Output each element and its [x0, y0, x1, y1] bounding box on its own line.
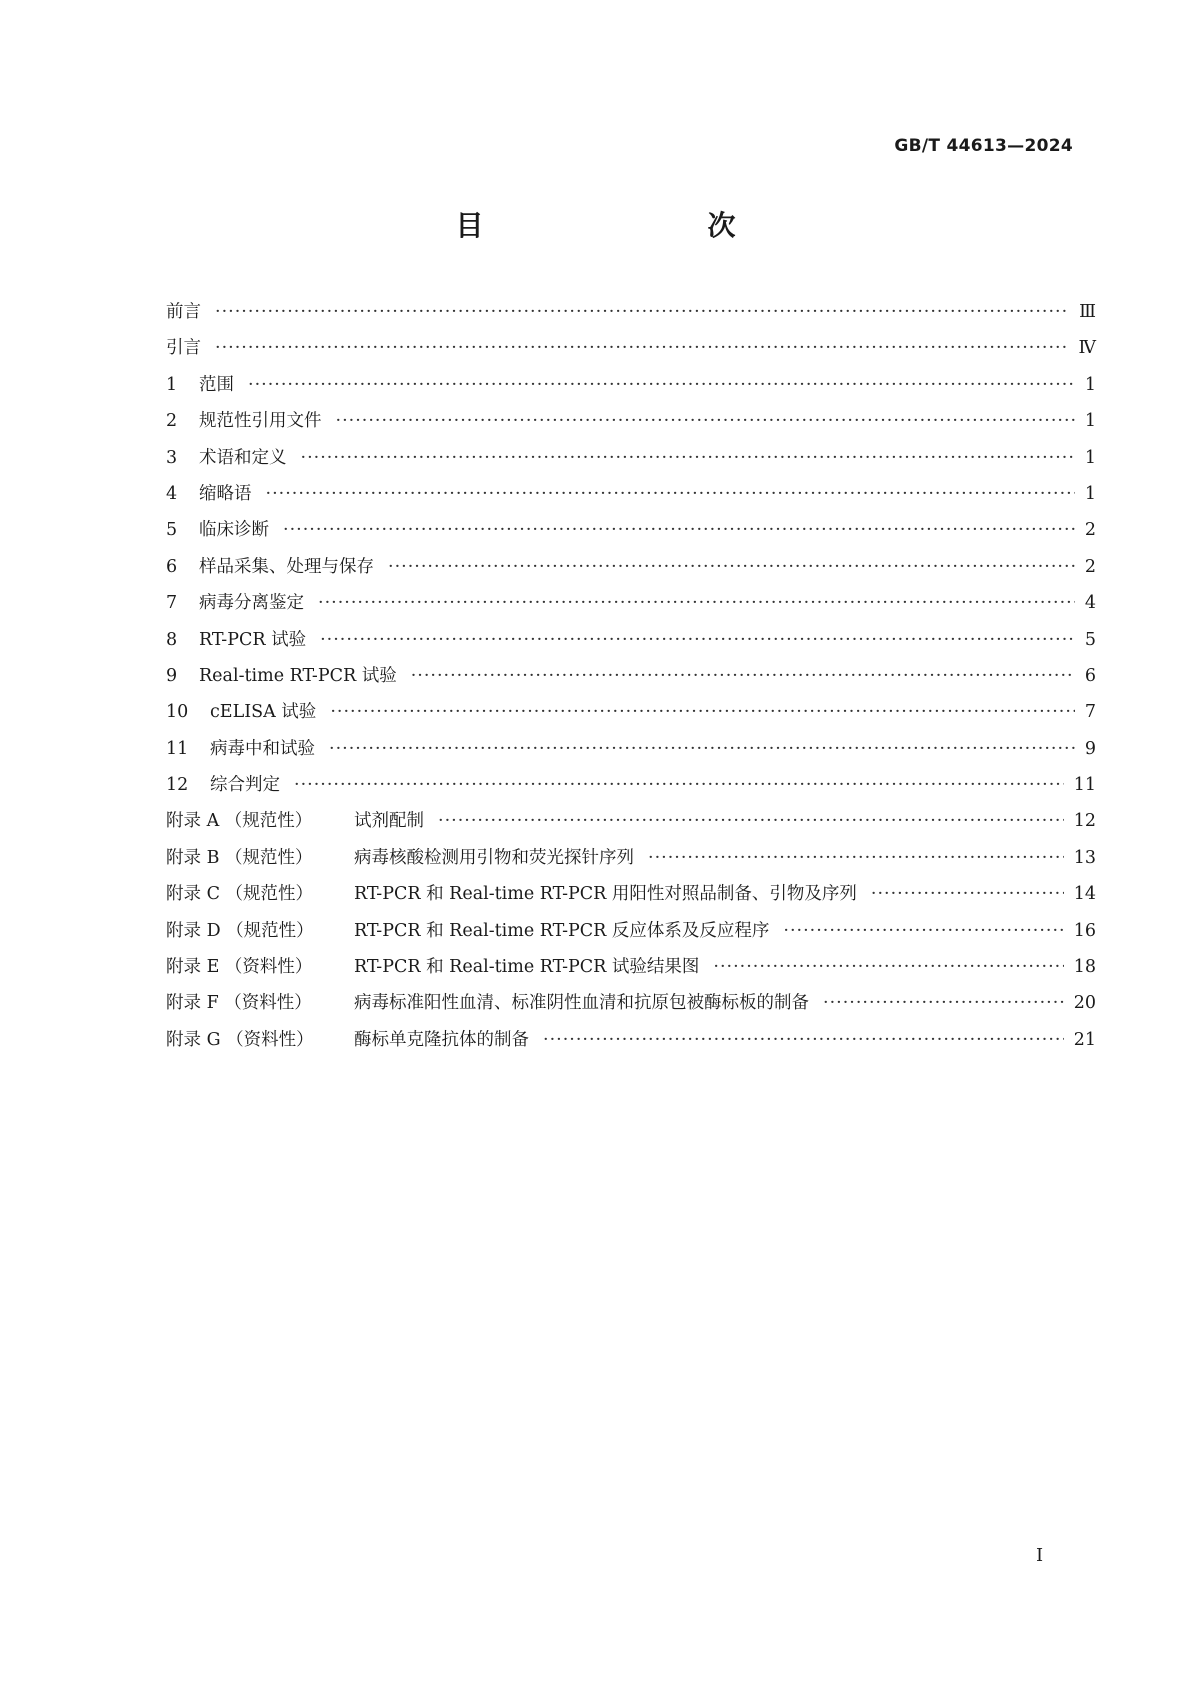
toc-entry-appendix-c[interactable] — [166, 880, 1096, 916]
toc-entry-8[interactable] — [166, 626, 1096, 662]
page-title: 目 次 — [455, 209, 792, 242]
toc-entry-page: 1 — [1084, 374, 1096, 395]
toc-entry-appendix-d[interactable] — [166, 917, 1096, 953]
toc-appendix-tag: 附录 G （资料性） — [166, 1029, 314, 1050]
table-of-contents — [166, 298, 1096, 1062]
toc-entry-appendix-b[interactable] — [166, 844, 1096, 880]
toc-entry-number: 10 — [166, 702, 189, 723]
toc-entry-number: 3 — [166, 447, 178, 468]
toc-entry-foreword[interactable] — [166, 298, 1096, 334]
toc-entry-label: 临床诊断 — [199, 520, 269, 541]
toc-entry-page: 2 — [1084, 556, 1096, 577]
toc-entry-label: 试剂配制 — [354, 811, 424, 832]
toc-appendix-tag: 附录 A （规范性） — [166, 811, 313, 832]
toc-entry-12[interactable] — [166, 771, 1096, 807]
toc-entry-number: 4 — [166, 483, 178, 504]
toc-entry-label: 酶标单克隆抗体的制备 — [354, 1029, 529, 1050]
dot-leader — [330, 702, 1075, 722]
toc-appendix-tag: 附录 E （资料性） — [166, 957, 313, 978]
toc-entry-10[interactable] — [166, 698, 1096, 734]
toc-appendix-tag: 附录 C （规范性） — [166, 884, 314, 905]
dot-leader — [320, 630, 1075, 650]
toc-appendix-tag: 附录 B （规范性） — [166, 847, 313, 868]
toc-entry-7[interactable] — [166, 589, 1096, 625]
dot-leader — [318, 593, 1075, 613]
toc-entry-11[interactable] — [166, 735, 1096, 771]
toc-entry-3[interactable] — [166, 444, 1096, 480]
dot-leader — [294, 775, 1064, 795]
toc-entry-label: 规范性引用文件 — [199, 411, 322, 432]
toc-appendix-tag: 附录 D （规范性） — [166, 920, 314, 941]
toc-entry-page: 1 — [1084, 483, 1096, 504]
toc-entry-label: 病毒核酸检测用引物和荧光探针序列 — [354, 847, 634, 868]
toc-entry-number: 9 — [166, 665, 178, 686]
standard-code: GB/T 44613—2024 — [894, 136, 1073, 156]
dot-leader — [248, 375, 1075, 395]
toc-entry-label: RT-PCR 试验 — [199, 629, 307, 650]
toc-entry-page: Ⅲ — [1079, 302, 1096, 322]
dot-leader — [411, 666, 1075, 686]
toc-entry-page: 1 — [1084, 411, 1096, 432]
toc-entry-label: 范围 — [199, 374, 234, 395]
toc-entry-label: RT-PCR 和 Real-time RT-PCR 用阳性对照品制备、引物及序列 — [354, 884, 857, 905]
toc-entry-page: 9 — [1084, 738, 1096, 759]
dot-leader — [823, 993, 1064, 1013]
dot-leader — [438, 811, 1064, 831]
toc-entry-1[interactable] — [166, 371, 1096, 407]
toc-entry-label: 病毒分离鉴定 — [199, 593, 304, 614]
dot-leader — [713, 957, 1063, 977]
page-number: I — [1036, 1545, 1044, 1566]
toc-entry-label: 综合判定 — [210, 775, 280, 796]
toc-entry-page: 18 — [1073, 957, 1096, 978]
toc-entry-page: 5 — [1084, 629, 1096, 650]
toc-entry-page: 12 — [1073, 811, 1096, 832]
toc-entry-label: 前言 — [166, 302, 201, 322]
toc-entry-introduction[interactable] — [166, 334, 1096, 370]
toc-entry-appendix-a[interactable] — [166, 807, 1096, 843]
toc-entry-number: 8 — [166, 629, 178, 650]
toc-entry-page: 4 — [1084, 593, 1096, 614]
toc-entry-page: 16 — [1073, 920, 1096, 941]
toc-entry-page: 20 — [1073, 993, 1096, 1014]
toc-entry-number: 6 — [166, 556, 178, 577]
dot-leader — [648, 848, 1064, 868]
toc-appendix-tag: 附录 F （资料性） — [166, 993, 312, 1014]
toc-entry-label: RT-PCR 和 Real-time RT-PCR 试验结果图 — [354, 957, 700, 978]
dot-leader — [301, 448, 1075, 468]
toc-entry-page: 2 — [1084, 520, 1096, 541]
toc-entry-label: cELISA 试验 — [210, 702, 317, 723]
toc-entry-appendix-g[interactable] — [166, 1026, 1096, 1062]
toc-entry-page: 1 — [1084, 447, 1096, 468]
toc-entry-number: 1 — [166, 374, 178, 395]
dot-leader — [283, 520, 1075, 540]
toc-entry-label: 术语和定义 — [199, 447, 287, 468]
toc-entry-page: 21 — [1073, 1029, 1096, 1050]
toc-entry-appendix-f[interactable] — [166, 989, 1096, 1025]
toc-entry-label: RT-PCR 和 Real-time RT-PCR 反应体系及反应程序 — [354, 920, 770, 941]
dot-leader — [329, 739, 1075, 759]
toc-entry-label: 缩略语 — [199, 483, 252, 504]
toc-entry-6[interactable] — [166, 553, 1096, 589]
dot-leader — [336, 411, 1075, 431]
toc-entry-page: 13 — [1073, 847, 1096, 868]
toc-entry-4[interactable] — [166, 480, 1096, 516]
dot-leader — [215, 338, 1069, 358]
toc-entry-number: 12 — [166, 775, 189, 796]
dot-leader — [783, 921, 1063, 941]
dot-leader — [543, 1030, 1064, 1050]
toc-entry-9[interactable] — [166, 662, 1096, 698]
dot-leader — [388, 557, 1075, 577]
toc-entry-page: 6 — [1084, 665, 1096, 686]
toc-entry-page: 11 — [1073, 775, 1096, 796]
toc-entry-label: 病毒中和试验 — [210, 738, 315, 759]
toc-entry-number: 5 — [166, 520, 178, 541]
toc-entry-label: 病毒标准阳性血清、标准阴性血清和抗原包被酶标板的制备 — [354, 993, 809, 1014]
dot-leader — [215, 302, 1069, 322]
toc-entry-2[interactable] — [166, 407, 1096, 443]
toc-entry-number: 11 — [166, 738, 189, 759]
dot-leader — [871, 884, 1064, 904]
toc-entry-number: 2 — [166, 411, 178, 432]
toc-entry-number: 7 — [166, 593, 178, 614]
dot-leader — [266, 484, 1075, 504]
toc-entry-label: 样品采集、处理与保存 — [199, 556, 374, 577]
toc-entry-page: 14 — [1073, 884, 1096, 905]
toc-entry-label: Real-time RT-PCR 试验 — [199, 665, 397, 686]
toc-entry-5[interactable] — [166, 516, 1096, 552]
toc-entry-page: 7 — [1084, 702, 1096, 723]
toc-entry-page: Ⅳ — [1078, 338, 1096, 359]
toc-entry-appendix-e[interactable] — [166, 953, 1096, 989]
toc-entry-label: 引言 — [166, 338, 201, 359]
